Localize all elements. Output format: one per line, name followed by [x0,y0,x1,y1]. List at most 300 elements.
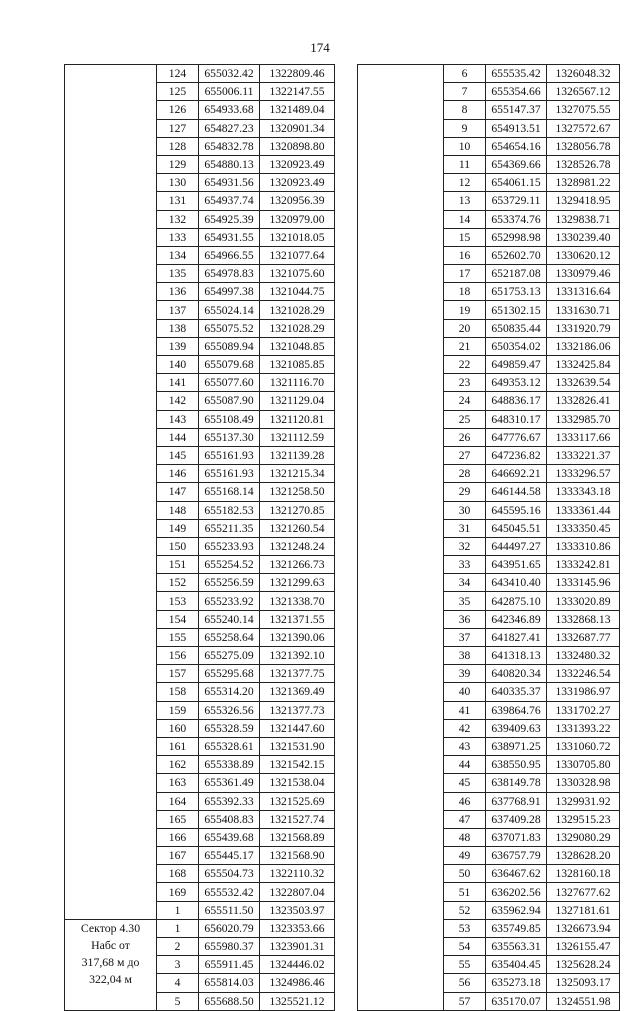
coord-x: 655328.61 [199,737,260,755]
coord-x: 641318.13 [486,647,547,665]
coord-x: 655079.68 [199,356,260,374]
point-number: 18 [444,283,486,301]
point-number: 47 [444,810,486,828]
coord-y: 1320956.39 [260,192,335,210]
coord-x: 655535.42 [486,65,547,83]
coord-y: 1321077.64 [260,246,335,264]
coord-x: 645045.51 [486,519,547,537]
coord-x: 644497.27 [486,537,547,555]
coord-x: 654931.56 [199,174,260,192]
point-number: 168 [157,865,199,883]
coord-y: 1321258.50 [260,483,335,501]
point-number: 169 [157,883,199,901]
coord-x: 654925.39 [199,210,260,228]
coord-y: 1321260.54 [260,519,335,537]
point-number: 26 [444,428,486,446]
point-number: 138 [157,319,199,337]
point-number: 145 [157,446,199,464]
coord-y: 1332985.70 [547,410,620,428]
coord-y: 1333020.89 [547,592,620,610]
sector-label-line: 317,68 м до [81,954,140,969]
point-number: 48 [444,828,486,846]
point-number: 45 [444,774,486,792]
coord-x: 655108.49 [199,410,260,428]
coord-y: 1321390.06 [260,628,335,646]
point-number: 5 [157,992,199,1010]
coord-y: 1321018.05 [260,228,335,246]
coord-y: 1331986.97 [547,683,620,701]
point-number: 149 [157,519,199,537]
coord-x: 651753.13 [486,283,547,301]
point-number: 20 [444,319,486,337]
point-number: 7 [444,83,486,101]
point-number: 141 [157,374,199,392]
coord-x: 655137.30 [199,428,260,446]
coord-x: 655075.52 [199,319,260,337]
coord-x: 655814.03 [199,974,260,992]
coord-y: 1324446.02 [260,956,335,974]
coord-x: 655532.42 [199,883,260,901]
coord-y: 1320923.49 [260,155,335,173]
coord-y: 1333343.18 [547,483,620,501]
coord-x: 655326.56 [199,701,260,719]
coord-y: 1325521.12 [260,992,335,1010]
coord-y: 1323353.66 [260,919,335,937]
coord-x: 645595.16 [486,501,547,519]
coord-x: 655911.45 [199,956,260,974]
coord-x: 637409.28 [486,810,547,828]
coord-x: 655006.11 [199,83,260,101]
point-number: 146 [157,465,199,483]
point-number: 33 [444,556,486,574]
coord-x: 655445.17 [199,847,260,865]
coord-x: 655314.20 [199,683,260,701]
coord-x: 637071.83 [486,828,547,846]
coord-x: 655354.66 [486,83,547,101]
point-number: 1 [157,901,199,919]
coord-x: 647776.67 [486,428,547,446]
coord-x: 654832.78 [199,137,260,155]
coord-x: 650354.02 [486,337,547,355]
point-number: 126 [157,101,199,119]
coord-x: 642875.10 [486,592,547,610]
point-number: 51 [444,883,486,901]
coord-x: 636202.56 [486,883,547,901]
point-number: 131 [157,192,199,210]
coord-x: 639864.76 [486,701,547,719]
coord-y: 1320898.80 [260,137,335,155]
coord-x: 635170.07 [486,992,547,1010]
coord-y: 1332826.41 [547,392,620,410]
point-number: 1 [157,919,199,937]
coord-y: 1327572.67 [547,119,620,137]
point-number: 134 [157,246,199,264]
point-number: 30 [444,501,486,519]
table-row [358,65,620,83]
point-number: 129 [157,155,199,173]
point-number: 44 [444,756,486,774]
coord-y: 1331702.27 [547,701,620,719]
coord-y: 1333145.96 [547,574,620,592]
point-number: 4 [157,974,199,992]
coord-x: 655408.83 [199,810,260,828]
coord-x: 641827.41 [486,628,547,646]
coord-y: 1329515.23 [547,810,620,828]
point-number: 54 [444,938,486,956]
coord-x: 638149.78 [486,774,547,792]
coord-x: 648836.17 [486,392,547,410]
point-number: 165 [157,810,199,828]
point-number: 14 [444,210,486,228]
point-number: 148 [157,501,199,519]
coord-x: 654931.55 [199,228,260,246]
point-number: 137 [157,301,199,319]
coord-x: 655361.49 [199,774,260,792]
point-number: 132 [157,210,199,228]
coord-x: 655077.60 [199,374,260,392]
coord-y: 1327075.55 [547,101,620,119]
point-number: 29 [444,483,486,501]
coord-y: 1327677.62 [547,883,620,901]
coord-y: 1321392.10 [260,647,335,665]
point-number: 160 [157,719,199,737]
coord-y: 1329931.92 [547,792,620,810]
coord-y: 1320901.34 [260,119,335,137]
coord-y: 1321542.15 [260,756,335,774]
coord-x: 655161.93 [199,446,260,464]
coord-y: 1324986.46 [260,974,335,992]
coord-y: 1323503.97 [260,901,335,919]
coord-y: 1321085.85 [260,356,335,374]
coord-y: 1330979.46 [547,265,620,283]
point-number: 57 [444,992,486,1010]
point-number: 31 [444,519,486,537]
point-number: 39 [444,665,486,683]
sector-label-line: 322,04 м [89,971,132,986]
coord-y: 1321075.60 [260,265,335,283]
coord-y: 1321028.29 [260,319,335,337]
coord-y: 1321215.34 [260,465,335,483]
point-number: 37 [444,628,486,646]
coord-x: 655688.50 [199,992,260,1010]
coord-x: 655087.90 [199,392,260,410]
coord-y: 1321538.04 [260,774,335,792]
point-number: 157 [157,665,199,683]
point-number: 41 [444,701,486,719]
point-number: 16 [444,246,486,264]
coord-y: 1328981.22 [547,174,620,192]
coord-y: 1331920.79 [547,319,620,337]
sector-cell-empty [65,65,157,920]
coord-x: 655168.14 [199,483,260,501]
coord-x: 649353.12 [486,374,547,392]
point-number: 22 [444,356,486,374]
coord-x: 655256.59 [199,574,260,592]
coord-y: 1322807.04 [260,883,335,901]
coord-y: 1331060.72 [547,737,620,755]
coord-y: 1328526.78 [547,155,620,173]
coord-y: 1328160.18 [547,865,620,883]
coord-y: 1326048.32 [547,65,620,83]
point-number: 43 [444,737,486,755]
point-number: 11 [444,155,486,173]
coord-x: 653729.11 [486,192,547,210]
coord-x: 635749.85 [486,919,547,937]
coord-y: 1321116.70 [260,374,335,392]
coord-y: 1333350.45 [547,519,620,537]
coord-y: 1321139.28 [260,446,335,464]
coord-x: 654654.16 [486,137,547,155]
coord-y: 1332186.06 [547,337,620,355]
point-number: 32 [444,537,486,555]
coord-x: 652998.98 [486,228,547,246]
coord-y: 1333361.44 [547,501,620,519]
coord-x: 639409.63 [486,719,547,737]
point-number: 21 [444,337,486,355]
coord-x: 635273.18 [486,974,547,992]
coord-y: 1326567.12 [547,83,620,101]
point-number: 155 [157,628,199,646]
point-number: 36 [444,610,486,628]
coord-x: 654966.55 [199,246,260,264]
coord-y: 1329080.29 [547,828,620,846]
coord-x: 655089.94 [199,337,260,355]
coord-x: 655295.68 [199,665,260,683]
point-number: 162 [157,756,199,774]
point-number: 133 [157,228,199,246]
coord-y: 1331393.22 [547,719,620,737]
coord-y: 1321112.59 [260,428,335,446]
coord-y: 1321270.85 [260,501,335,519]
coord-y: 1321377.73 [260,701,335,719]
point-number: 140 [157,356,199,374]
coord-x: 643951.65 [486,556,547,574]
coord-x: 654913.51 [486,119,547,137]
coord-x: 640335.37 [486,683,547,701]
coord-y: 1321266.73 [260,556,335,574]
coord-x: 655161.93 [199,465,260,483]
point-number: 28 [444,465,486,483]
coord-x: 655233.92 [199,592,260,610]
coord-y: 1321525.69 [260,792,335,810]
coord-x: 637768.91 [486,792,547,810]
point-number: 2 [157,938,199,956]
coord-x: 654369.66 [486,155,547,173]
coord-y: 1322110.32 [260,865,335,883]
coord-y: 1329418.95 [547,192,620,210]
point-number: 23 [444,374,486,392]
coord-y: 1328056.78 [547,137,620,155]
coord-x: 655147.37 [486,101,547,119]
coord-x: 642346.89 [486,610,547,628]
coord-y: 1326155.47 [547,938,620,956]
point-number: 153 [157,592,199,610]
coord-y: 1325628.24 [547,956,620,974]
point-number: 15 [444,228,486,246]
coord-x: 654061.15 [486,174,547,192]
coord-x: 643410.40 [486,574,547,592]
point-number: 52 [444,901,486,919]
point-number: 163 [157,774,199,792]
coord-x: 654933.68 [199,101,260,119]
point-number: 127 [157,119,199,137]
point-number: 124 [157,65,199,83]
coord-x: 638550.95 [486,756,547,774]
coord-x: 655240.14 [199,610,260,628]
coord-x: 649859.47 [486,356,547,374]
coord-y: 1321048.85 [260,337,335,355]
coord-y: 1324551.98 [547,992,620,1010]
point-number: 130 [157,174,199,192]
coord-y: 1321568.89 [260,828,335,846]
point-number: 46 [444,792,486,810]
coord-x: 646144.58 [486,483,547,501]
coord-y: 1321369.49 [260,683,335,701]
coord-y: 1332639.54 [547,374,620,392]
coord-x: 655392.33 [199,792,260,810]
point-number: 159 [157,701,199,719]
coord-x: 650835.44 [486,319,547,337]
point-number: 154 [157,610,199,628]
coordinates-table-left [64,64,335,1011]
point-number: 35 [444,592,486,610]
coordinates-table-right [357,64,620,1011]
coord-y: 1320979.00 [260,210,335,228]
coord-x: 640820.34 [486,665,547,683]
coord-x: 655024.14 [199,301,260,319]
coord-y: 1332246.54 [547,665,620,683]
coord-x: 652602.70 [486,246,547,264]
point-number: 53 [444,919,486,937]
coord-y: 1326673.94 [547,919,620,937]
point-number: 167 [157,847,199,865]
point-number: 156 [157,647,199,665]
point-number: 38 [444,647,486,665]
coord-y: 1323901.31 [260,938,335,956]
point-number: 40 [444,683,486,701]
coord-y: 1321447.60 [260,719,335,737]
coord-x: 654978.83 [199,265,260,283]
coord-x: 636757.79 [486,847,547,865]
coord-y: 1330620.12 [547,246,620,264]
point-number: 24 [444,392,486,410]
point-number: 9 [444,119,486,137]
coord-y: 1320923.49 [260,174,335,192]
point-number: 158 [157,683,199,701]
point-number: 135 [157,265,199,283]
coord-y: 1333117.66 [547,428,620,446]
coord-y: 1321248.24 [260,537,335,555]
point-number: 49 [444,847,486,865]
coord-y: 1321568.90 [260,847,335,865]
coord-y: 1321377.75 [260,665,335,683]
sector-label-cell [65,919,157,1010]
coord-y: 1322147.55 [260,83,335,101]
point-number: 139 [157,337,199,355]
coord-y: 1329838.71 [547,210,620,228]
coord-x: 654997.38 [199,283,260,301]
table-row [65,919,335,937]
coord-x: 655439.68 [199,828,260,846]
coord-y: 1332868.13 [547,610,620,628]
coord-y: 1322809.46 [260,65,335,83]
point-number: 8 [444,101,486,119]
point-number: 143 [157,410,199,428]
coord-y: 1333310.86 [547,537,620,555]
coord-y: 1328628.20 [547,847,620,865]
point-number: 3 [157,956,199,974]
coord-x: 654827.23 [199,119,260,137]
point-number: 42 [444,719,486,737]
coord-x: 655254.52 [199,556,260,574]
coord-x: 656020.79 [199,919,260,937]
coord-y: 1321120.81 [260,410,335,428]
point-number: 136 [157,283,199,301]
coord-x: 655980.37 [199,938,260,956]
coord-x: 655258.64 [199,628,260,646]
coord-y: 1321129.04 [260,392,335,410]
coord-y: 1321527.74 [260,810,335,828]
point-number: 17 [444,265,486,283]
point-number: 142 [157,392,199,410]
sector-label-line: Набс от [91,937,130,952]
coord-y: 1321028.29 [260,301,335,319]
page-number: 174 [310,40,330,55]
coord-x: 654880.13 [199,155,260,173]
point-number: 161 [157,737,199,755]
coord-y: 1332480.32 [547,647,620,665]
coord-x: 655275.09 [199,647,260,665]
coord-y: 1321338.70 [260,592,335,610]
coord-y: 1325093.17 [547,974,620,992]
coord-y: 1321489.04 [260,101,335,119]
coord-x: 651302.15 [486,301,547,319]
point-number: 6 [444,65,486,83]
point-number: 144 [157,428,199,446]
point-number: 34 [444,574,486,592]
coord-x: 647236.82 [486,446,547,464]
sector-cell-empty [358,65,444,1011]
coord-y: 1327181.61 [547,901,620,919]
coord-y: 1333296.57 [547,465,620,483]
point-number: 150 [157,537,199,555]
coord-x: 636467.62 [486,865,547,883]
coord-x: 646692.21 [486,465,547,483]
coord-y: 1321371.55 [260,610,335,628]
point-number: 50 [444,865,486,883]
coord-x: 655032.42 [199,65,260,83]
coord-x: 635404.45 [486,956,547,974]
point-number: 12 [444,174,486,192]
point-number: 27 [444,446,486,464]
coord-y: 1321299.63 [260,574,335,592]
point-number: 19 [444,301,486,319]
sector-label-line: Сектор 4.30 [80,920,141,935]
point-number: 166 [157,828,199,846]
point-number: 164 [157,792,199,810]
coord-x: 654937.74 [199,192,260,210]
point-number: 152 [157,574,199,592]
coord-x: 655504.73 [199,865,260,883]
coord-y: 1330705.80 [547,756,620,774]
coord-y: 1331630.71 [547,301,620,319]
coord-x: 635962.94 [486,901,547,919]
coord-x: 648310.17 [486,410,547,428]
coord-y: 1331316.64 [547,283,620,301]
coord-y: 1330239.40 [547,228,620,246]
coord-x: 655338.89 [199,756,260,774]
coord-y: 1321044.75 [260,283,335,301]
